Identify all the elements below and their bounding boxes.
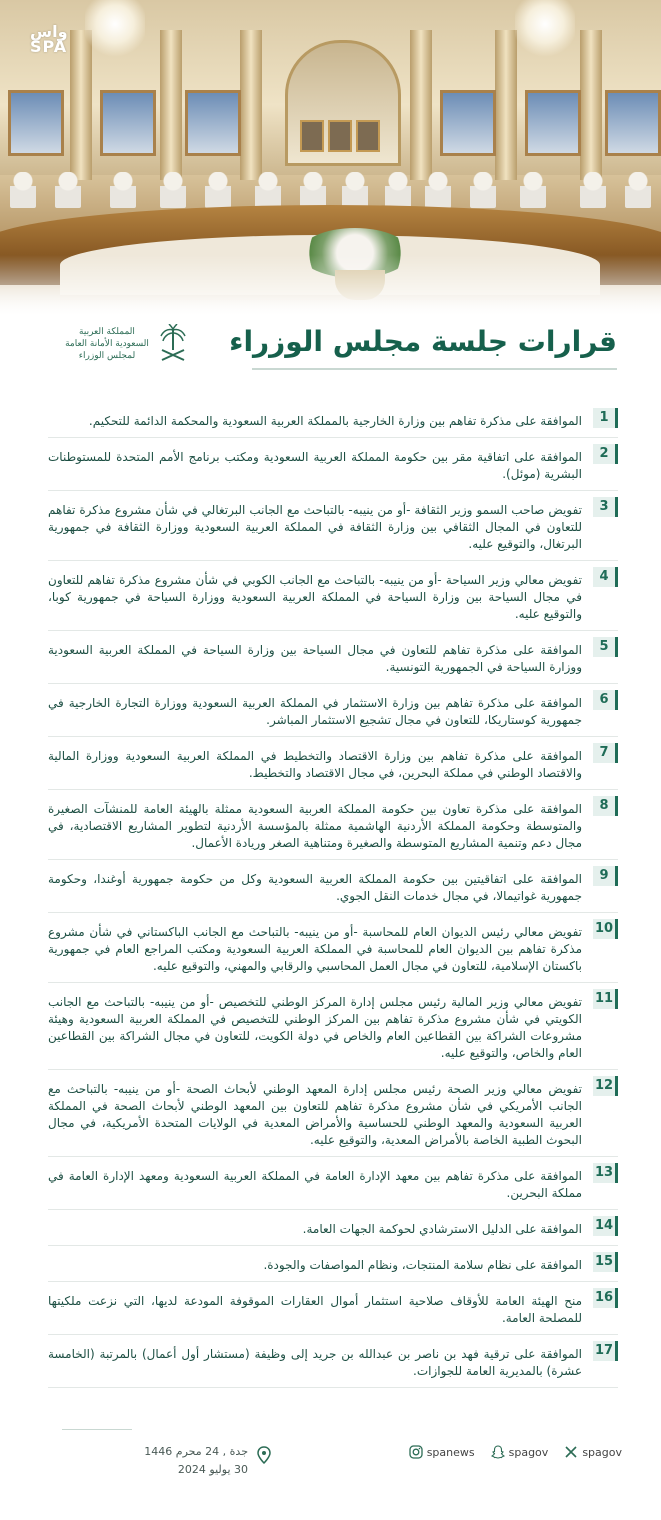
decision-number-badge: 4	[593, 567, 618, 587]
decision-text: الموافقة على مذكرة تفاهم بين وزارة الاستثمار في المملكة العربية السعودية ووزارة التجارة الخارجية في جمهورية كوستاريكا، للتعاون في مجال تشجيع الاستثمار المباشر.	[48, 696, 582, 727]
decisions-list	[48, 402, 618, 1388]
decision-number-badge: 12	[593, 1076, 618, 1096]
decision-number-badge: 1	[593, 408, 618, 428]
emblem-text: المملكة العربية السعودية الأمانة العامة لمجلس الوزراء	[65, 327, 149, 361]
instagram-icon	[409, 1445, 423, 1459]
decision-item	[48, 1282, 618, 1335]
decision-text: تفويض معالي وزير الصحة رئيس مجلس إدارة المعهد الوطني لأبحاث الصحة -أو من ينيبه- بالتباحث مع الجانب الأمريكي في شأن مشروع مذكرة تفاهم للتعاون بين المعهد الوطني لأبحاث الصحة في المملكة العربية السعودية والمعهد الوطني للحساسية والأمراض المعدية في الولايات المتحدة الأمريكية، في مجال البحوث الطبية الخاصة بالأمراض المعدية، والتوقيع عليه.	[48, 1082, 582, 1147]
decision-number-badge: 16	[593, 1288, 618, 1308]
decision-number-badge: 2	[593, 444, 618, 464]
social-links	[409, 1445, 622, 1459]
footer	[62, 1435, 622, 1495]
decision-number-badge: 15	[593, 1252, 618, 1272]
decision-text: منح الهيئة العامة للأوقاف صلاحية استثمار أموال العقارات الموقوفة المودعة لديها، التي نزعت ملكيتها للمصلحة العامة.	[48, 1294, 582, 1325]
social-x[interactable]	[564, 1445, 622, 1459]
decision-number-badge: 3	[593, 497, 618, 517]
decision-item	[48, 438, 618, 491]
decision-text: تفويض معالي وزير المالية رئيس مجلس إدارة المركز الوطني للتخصيص -أو من ينيبه- بالتباحث مع الجانب الكويتي في شأن مشروع مذكرة تفاهم بين المركز الوطني للتخصيص في المملكة العربية السعودية وهيئة مشروعات الشراكة بين القطاعين العام والخاص في دولة الكويت، للتعاون في مجال الشراكة بين القطاعين العام والخاص، والتوقيع عليه.	[48, 995, 582, 1060]
title-underline	[252, 368, 617, 370]
decision-item	[48, 1157, 618, 1210]
social-snapchat[interactable]	[491, 1445, 549, 1459]
decision-number-badge: 14	[593, 1216, 618, 1236]
decision-item	[48, 1246, 618, 1282]
decision-item	[48, 790, 618, 860]
decision-item	[48, 1070, 618, 1157]
social-handle: spagov	[508, 1445, 549, 1459]
decision-number-badge: 17	[593, 1341, 618, 1361]
decision-text: تفويض معالي وزير السياحة -أو من ينيبه- بالتباحث مع الجانب الكوبي في شأن مشروع مذكرة تفاهم للتعاون في مجال السياحة بين وزارة السياحة في المملكة العربية السعودية ووزارة السياحة في جمهورية كوبا، والتوقيع عليه.	[48, 573, 582, 621]
spa-logo: واس SPA	[30, 22, 68, 56]
decision-number-badge: 6	[593, 690, 618, 710]
decision-number-badge: 11	[593, 989, 618, 1009]
decision-text: تفويض معالي رئيس الديوان العام للمحاسبة -أو من ينيبه- بالتباحث مع الجانب الباكستاني في شأن مشروع مذكرة تفاهم بين الديوان العام للمحاسبة في المملكة العربية السعودية ومكتب المراجع العام في جمهورية باكستان الإسلامية، للتعاون في مجال العمل المحاسبي والرقابي والمهني، والتوقيع عليه.	[48, 925, 582, 973]
snapchat-icon	[491, 1445, 505, 1459]
decision-number-badge: 8	[593, 796, 618, 816]
social-handle: spagov	[582, 1445, 622, 1459]
decision-number-badge: 10	[593, 919, 618, 939]
decision-item	[48, 860, 618, 913]
decision-number-badge: 7	[593, 743, 618, 763]
social-handle: spanews	[426, 1445, 475, 1459]
title-row	[62, 320, 617, 370]
decision-text: الموافقة على اتفاقية مقر بين حكومة المملكة العربية السعودية ومكتب برنامج الأمم المتحدة للمستوطنات البشرية (موئل).	[48, 450, 582, 481]
decision-text: الموافقة على مذكرة تعاون بين حكومة المملكة العربية السعودية ممثلة بالهيئة العامة للمنشآت الصغيرة والمتوسطة وحكومة المملكة الأردنية الهاشمية ممثلة بالمؤسسة الأردنية لتطوير المشاريع الاقتصادية، في مجال دعم وتنمية المشاريع المتوسطة والصغيرة ومتناهية الصغر وريادة الأعمال.	[48, 802, 582, 850]
decision-text: الموافقة على مذكرة تفاهم للتعاون في مجال السياحة بين وزارة السياحة في المملكة العربية السعودية ووزارة السياحة في الجمهورية التونسية.	[48, 643, 582, 674]
decision-text: الموافقة على اتفاقيتين بين حكومة المملكة العربية السعودية وكل من حكومة جمهورية أوغندا، وحكومة جمهورية غواتيمالا، في مجال خدمات النقل الجوي.	[48, 872, 582, 903]
cabinet-session-photo	[0, 0, 661, 315]
decision-item	[48, 913, 618, 983]
decision-text: الموافقة على الدليل الاسترشادي لحوكمة الجهات العامة.	[302, 1222, 582, 1236]
divider	[62, 1429, 132, 1430]
decision-text: الموافقة على نظام سلامة المنتجات، ونظام المواصفات والجودة.	[263, 1258, 582, 1272]
date-gregorian: 30 يوليو 2024	[177, 1463, 248, 1476]
emblem	[62, 322, 192, 366]
decision-number-badge: 9	[593, 866, 618, 886]
decision-item	[48, 1335, 618, 1388]
decision-item	[48, 1210, 618, 1246]
social-instagram[interactable]	[409, 1445, 475, 1459]
decision-item	[48, 402, 618, 438]
decision-item	[48, 737, 618, 790]
decision-item	[48, 491, 618, 561]
decision-item	[48, 684, 618, 737]
decision-number-badge: 13	[593, 1163, 618, 1183]
decision-text: الموافقة على مذكرة تفاهم بين وزارة الخارجية بالمملكة العربية السعودية والمحكمة الدائمة للتحكيم.	[88, 414, 582, 428]
decision-text: الموافقة على مذكرة تفاهم بين معهد الإدارة العامة في المملكة العربية السعودية ومعهد الإدارة العامة في مملكة البحرين.	[48, 1169, 582, 1200]
decision-text: تفويض صاحب السمو وزير الثقافة -أو من ينيبه- بالتباحث مع الجانب البرتغالي في شأن مشروع مذكرة تفاهم للتعاون في المجال الثقافي بين وزارة الثقافة في المملكة العربية السعودية ووزارة الثقافة في جمهورية البرتغال، والتوقيع عليه.	[48, 503, 582, 551]
decision-item	[48, 561, 618, 631]
date-hijri: جدة , 24 محرم 1446	[144, 1445, 248, 1458]
decision-text: الموافقة على مذكرة تفاهم بين وزارة الاقتصاد والتخطيط في المملكة العربية السعودية ووزارة المالية والاقتصاد الوطني في مملكة البحرين، في مجال الاقتصاد والتخطيط.	[48, 749, 582, 780]
decision-text: الموافقة على ترقية فهد بن ناصر بن عبدالله بن جريد إلى وظيفة (مستشار أول أعمال) بالمرتبة (الخامسة عشرة) بالمديرية العامة للجوازات.	[48, 1347, 582, 1378]
date-block	[62, 1443, 272, 1479]
x-icon	[564, 1445, 578, 1459]
decision-item	[48, 983, 618, 1070]
decision-number-badge: 5	[593, 637, 618, 657]
location-pin-icon	[256, 1446, 272, 1464]
palm-swords-icon	[158, 324, 188, 364]
decision-item	[48, 631, 618, 684]
page-title: قرارات جلسة مجلس الوزراء	[229, 325, 617, 358]
